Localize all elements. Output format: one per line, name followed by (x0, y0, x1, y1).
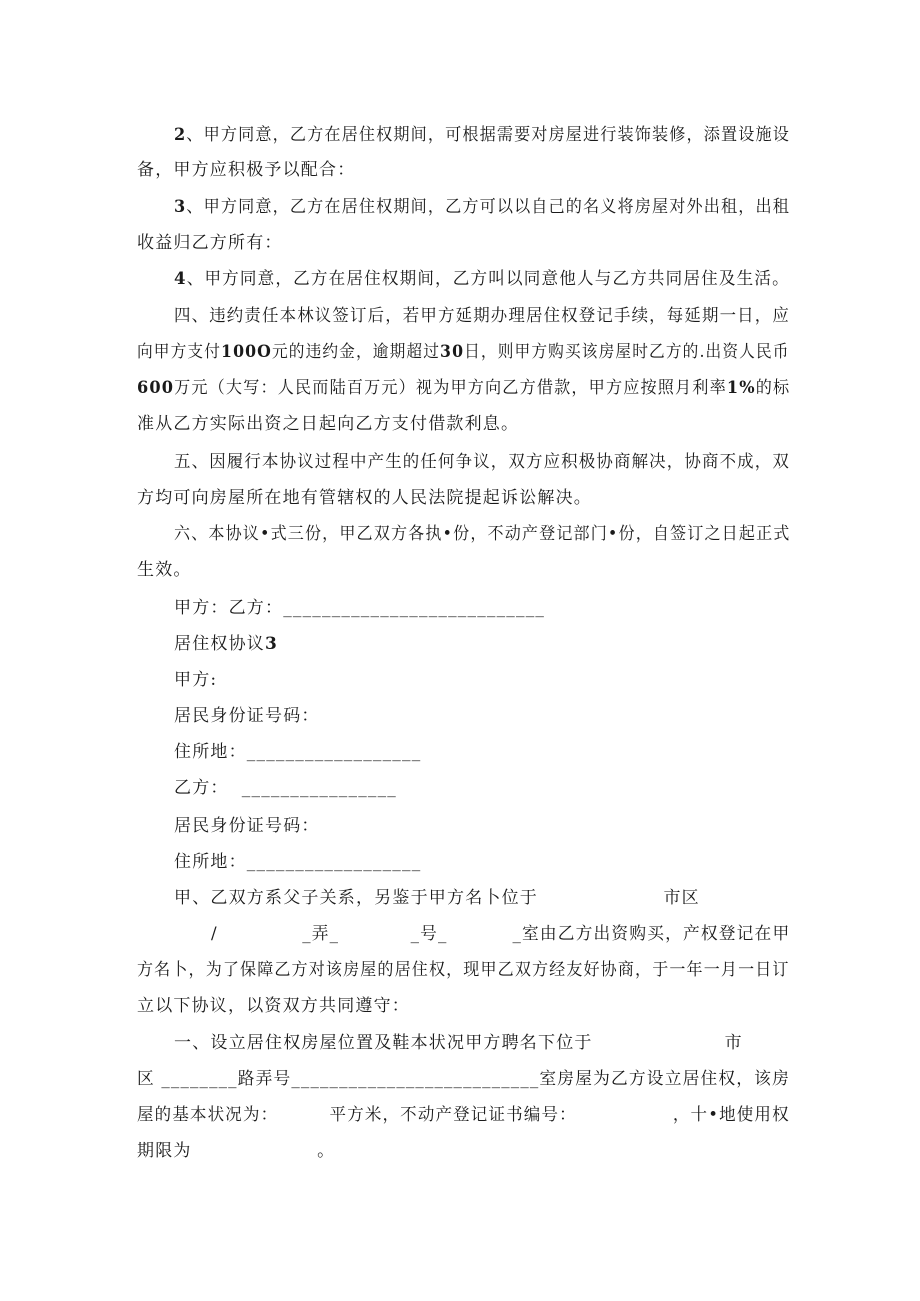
party-a-address: 住所地：__________________ (174, 742, 422, 762)
party-b-id-label: 居民身份证号码： (174, 816, 320, 836)
signature-line: 甲方：乙方：___________________________ (174, 598, 546, 618)
section-4-line-1: 四、违约责任本林议签订后，若甲方延期办理居住权登记手续，每延期一日，应 (174, 306, 790, 326)
interest-rate: 1% (726, 378, 756, 398)
section-6-line-1: 六、本协议•式三份，甲乙双方各执•份，不动产登记部门•份，自签订之日起正式 (174, 524, 791, 544)
agreement-3-number: 3 (265, 634, 279, 654)
party-b-label: 乙方： ________________ (174, 778, 398, 798)
agreement-3-title (174, 632, 278, 656)
clause-3-line-1 (174, 195, 790, 219)
section-4-line-4: 准从乙方实际出资之日起向乙方支付借款利息。 (137, 414, 520, 434)
penalty-amount: 100O (221, 342, 272, 362)
clause-2-line-2: 备，甲方应积极予以配合： (137, 160, 356, 180)
party-a-label: 甲方: (174, 670, 218, 690)
article-1-line-4: 期限为 。 (137, 1141, 336, 1161)
article-1-line-3: 屋的基本状况为： 平方米，不动产登记证书编号： ，十•地使用权 (137, 1105, 790, 1125)
clause-3-text: 、甲方同意，乙方在居住权期间，乙方可以以自己的名义将房屋对外出租，出租 (186, 197, 791, 217)
clause-4-line-1 (174, 267, 790, 291)
section-4-line-3 (137, 376, 790, 400)
section-4-text-a: 向甲方支付 (137, 342, 222, 362)
overdue-days: 30 (440, 342, 465, 362)
section-4-text-e: 日，则甲方购买该房屋时乙方的.出资人民币 (464, 342, 790, 362)
clause-3-line-2: 收益归乙方所有： (137, 233, 283, 253)
clause-4-text: 、甲方同意，乙方在居住权期间，乙方叫以同意他人与乙方共同居住及生活。 (186, 269, 790, 289)
party-b-address: 住所地：__________________ (174, 852, 422, 872)
clause-2-number: 2 (174, 125, 187, 145)
preamble-line-4: 立以下协议，以资双方共同遵守： (137, 996, 410, 1016)
clause-2-line-1 (174, 123, 790, 147)
preamble-line-3: 方名卜，为了保障乙方对该房屋的居住权，现甲乙双方经友好协商，于一年一月一日订 (137, 960, 790, 980)
section-5-line-2: 方均可向房屋所在地有管辖权的人民法院提起诉讼解决。 (137, 488, 592, 508)
preamble-line-2: / _弄_ _号_ _室由乙方出资购买，产权登记在甲 (211, 924, 791, 944)
section-4-text-c: 元的违约金，逾期超过 (271, 342, 441, 362)
preamble-line-1: 甲、乙双方系父子关系，另鉴于甲方名卜位于 市区 (174, 888, 700, 908)
agreement-3-title-text: 居住权协议 (174, 634, 265, 654)
section-4-text-d2: 的标 (755, 378, 791, 398)
section-4-line-2 (137, 340, 790, 364)
section-4-text-b2: 万元（大写：人民而陆百万元）视为甲方向乙方借款，甲方应按照月利率 (174, 378, 727, 398)
party-a-id-label: 居民身份证号码： (174, 706, 320, 726)
investment-amount: 600 (137, 378, 175, 398)
clause-2-text: 、甲方同意，乙方在居住权期间，可根据需要对房屋进行装饰装修，添置设施设 (186, 125, 791, 145)
article-1-line-2: 区 ________路弄号__________________________室房屋为乙方设立居住权，该房 (137, 1069, 790, 1089)
article-1-line-1: 一、设立居住权房屋位置及鞋本状况甲方聘名下位于 市 (174, 1033, 743, 1053)
section-6-line-2: 生效。 (137, 560, 192, 580)
clause-4-number: 4 (174, 269, 187, 289)
clause-3-number: 3 (174, 197, 187, 217)
section-5-line-1: 五、因履行本协议过程中产生的任何争议，双方应积极协商解决，协商不成，双 (174, 452, 790, 472)
